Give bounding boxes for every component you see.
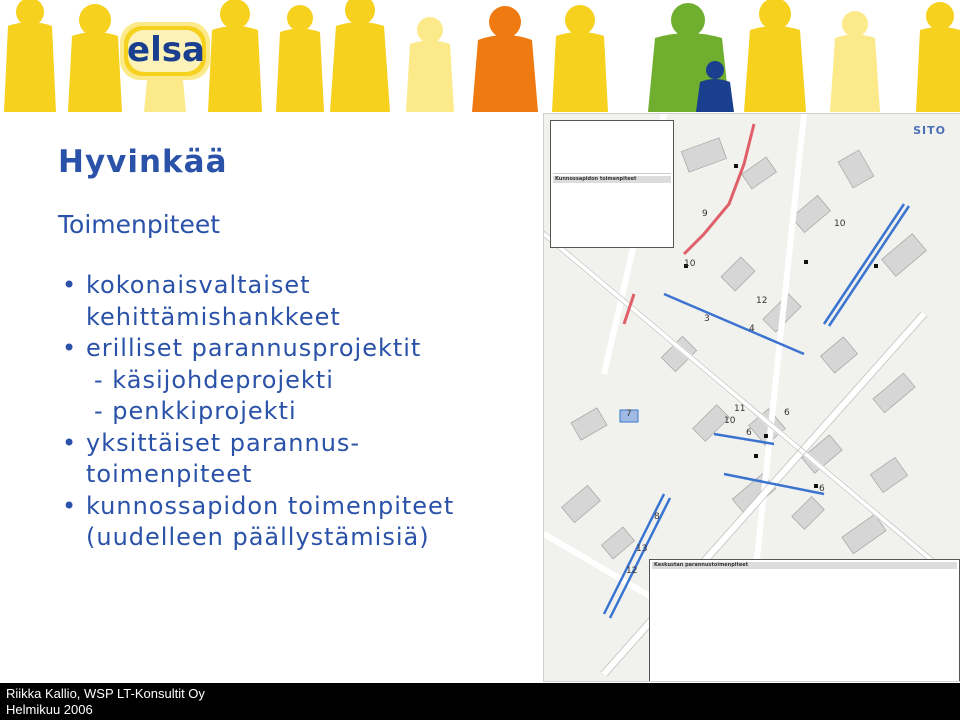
map-number: 11 [734, 404, 746, 414]
elsa-logo [118, 18, 214, 86]
bullet-item: • kunnossapidon toimenpiteet [58, 491, 528, 523]
header-banner [0, 0, 960, 112]
legend-title: Kunnossapidon toimenpiteet [553, 176, 671, 183]
map-number: 10 [834, 219, 846, 229]
footer-bar [0, 683, 960, 720]
legend2-title: Keskustan parannustoimenpiteet [652, 562, 957, 569]
map-number: 13 [636, 544, 648, 554]
map-legend-bottom [649, 559, 960, 682]
map-number: 12 [756, 296, 768, 306]
map-number: 3 [704, 314, 710, 324]
map-number: 6 [746, 428, 752, 438]
bullet-continuation: toimenpiteet [86, 460, 253, 488]
bullet-item: • yksittäiset parannus- [58, 428, 528, 460]
map-number: 6 [784, 408, 790, 418]
map-number: 9 [702, 209, 708, 219]
bullet-item: • erilliset parannusprojektit [58, 333, 528, 365]
map-number: 12 [626, 566, 638, 576]
page-title: Hyvinkää [58, 144, 228, 180]
bullet-continuation: kehittämishankkeet [86, 302, 341, 331]
map-number: 10 [724, 416, 736, 426]
bullet-list [58, 270, 528, 554]
footer-author: Riikka Kallio, WSP LT-Konsultit Oy [6, 686, 205, 701]
map-logo: SITO [913, 124, 946, 137]
map-number: 10 [684, 259, 696, 269]
bullet-continuation: (uudelleen päällystämisiä) [86, 523, 430, 551]
map-number: 4 [749, 324, 755, 334]
map-number: 8 [654, 512, 660, 522]
logo-text: elsa [127, 30, 205, 70]
footer-date: Helmikuu 2006 [6, 702, 93, 717]
subtitle: Toimenpiteet [58, 210, 221, 239]
bullet-item: • kokonaisvaltaiset [58, 270, 528, 302]
bullet-subitem: - penkkiprojekti [94, 397, 297, 425]
map-image [543, 113, 960, 682]
map-number: 6 [819, 484, 825, 494]
bullet-subitem: - käsijohdeprojekti [94, 365, 334, 394]
map-legend-top [550, 120, 674, 248]
map-number: 7 [626, 409, 632, 419]
